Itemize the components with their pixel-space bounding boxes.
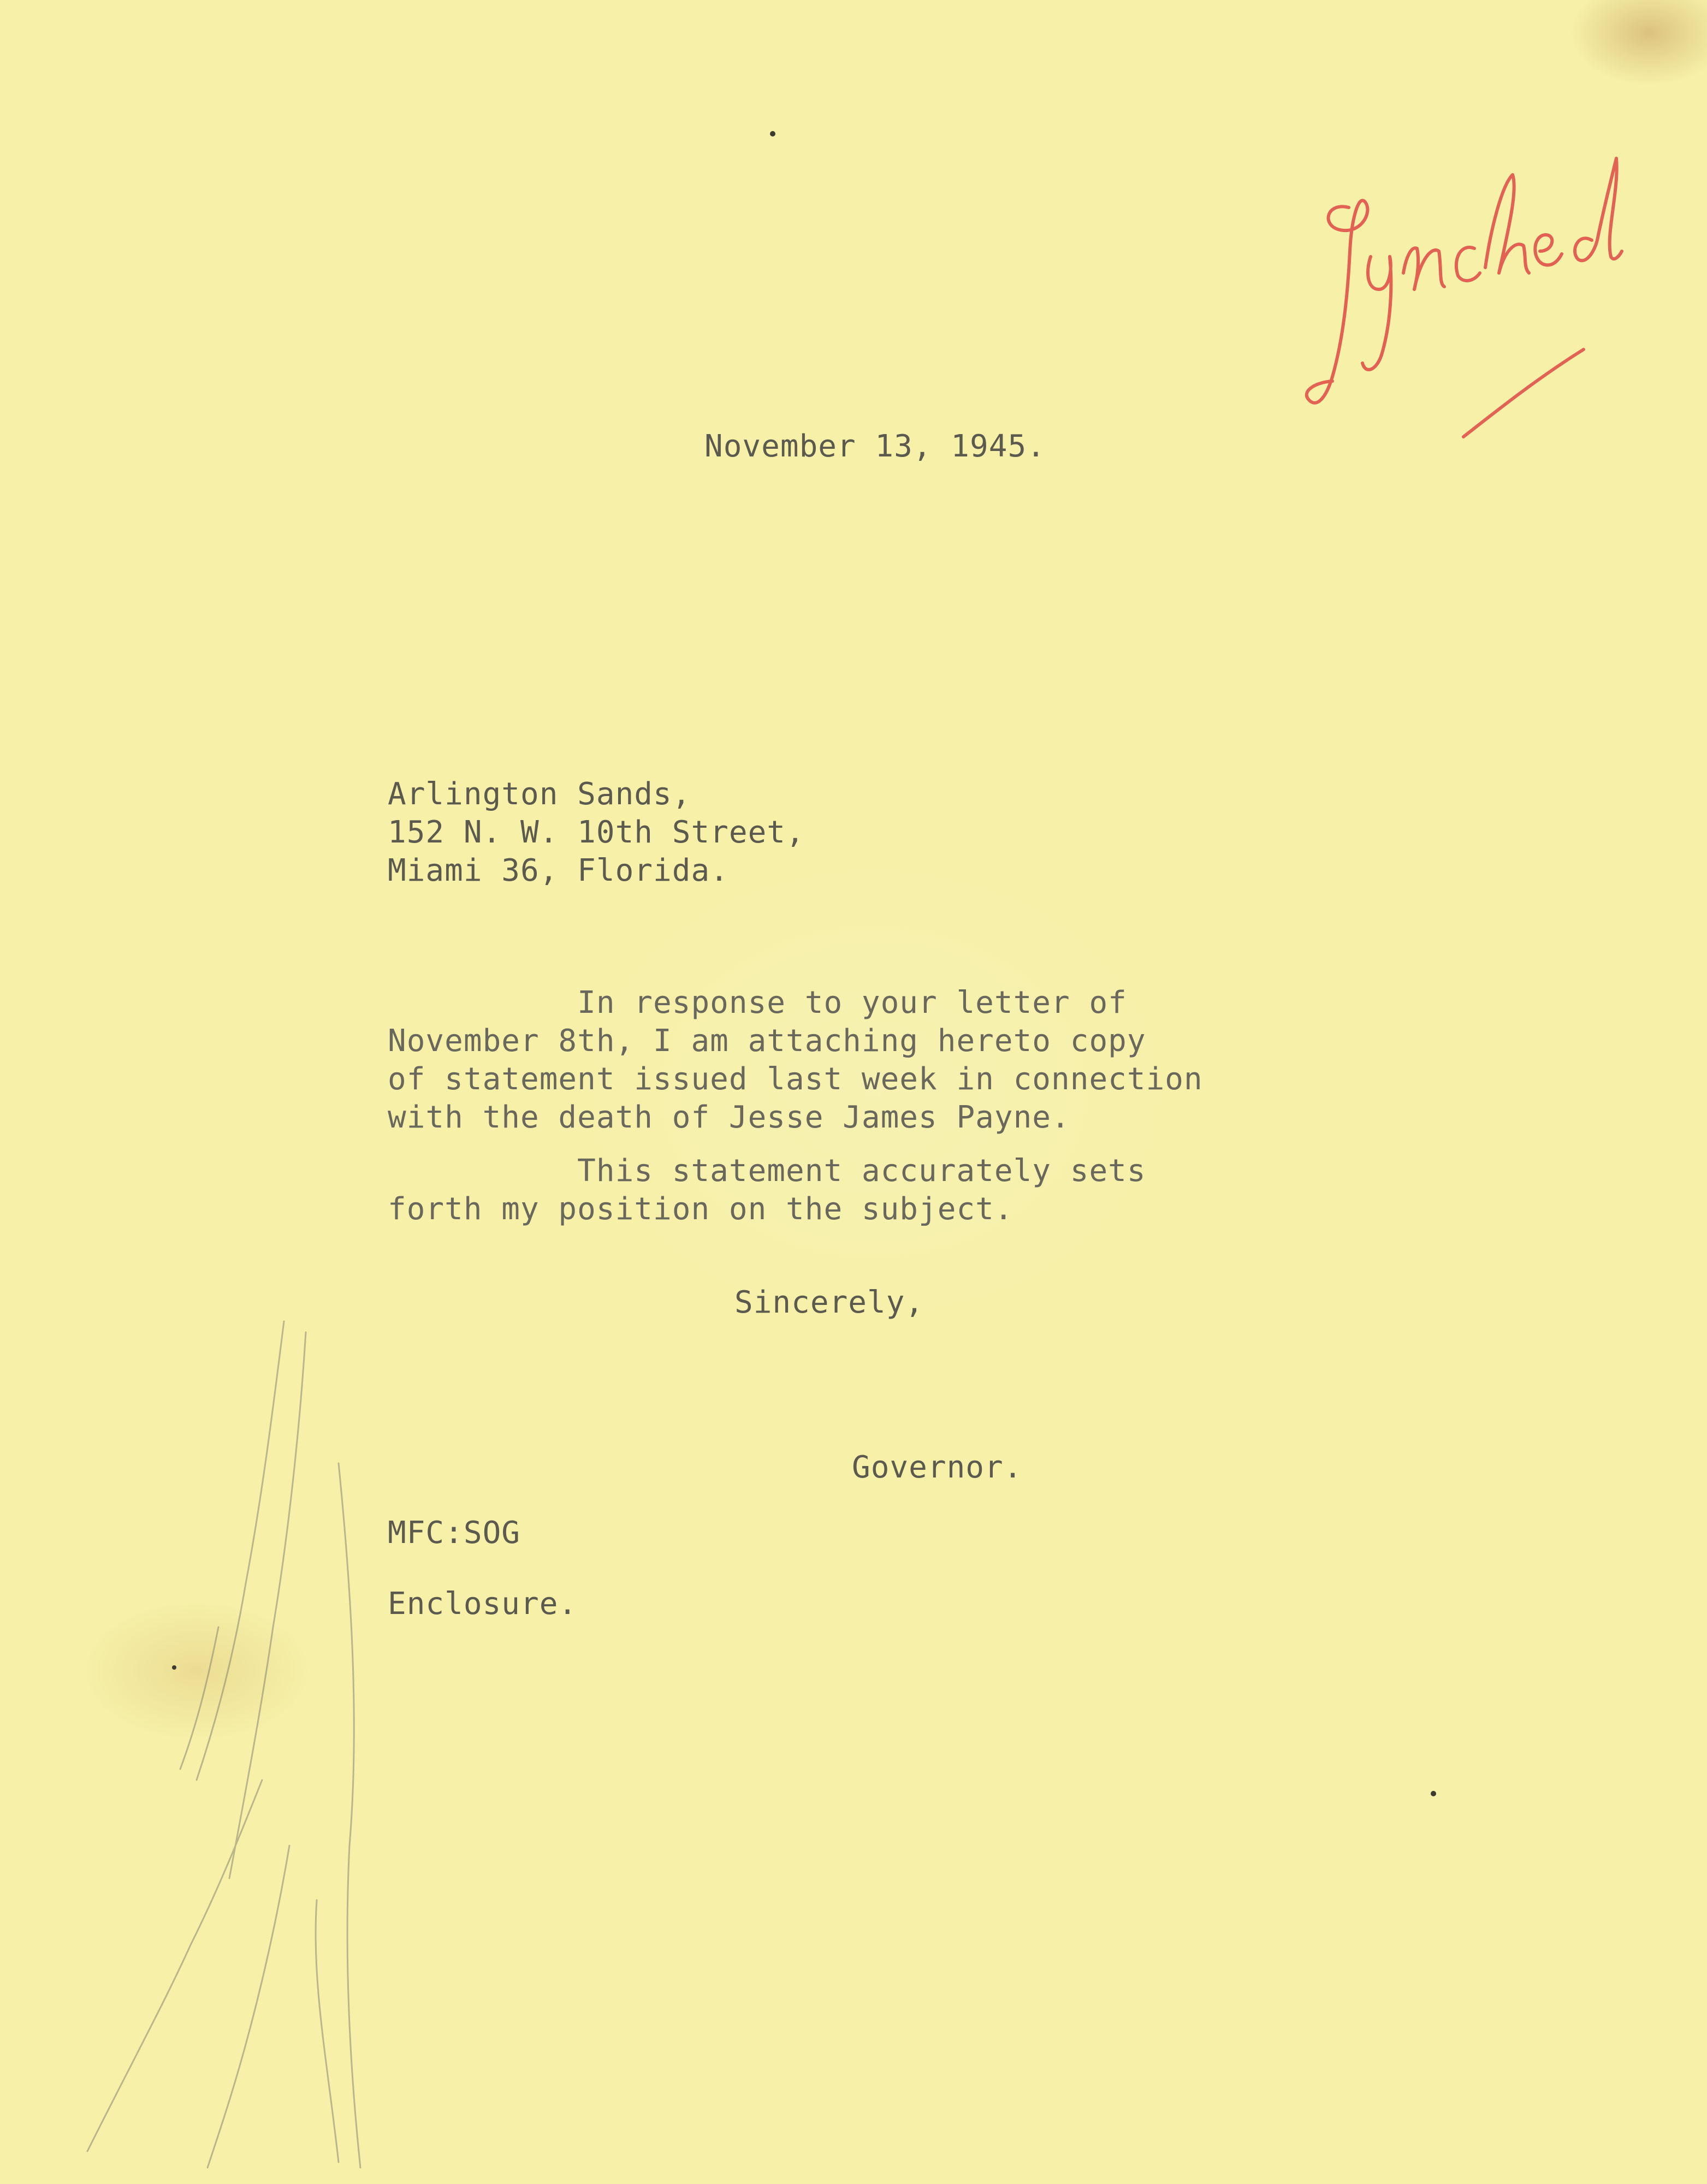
body-line: of statement issued last week in connection (388, 1061, 1203, 1097)
ink-speck (172, 1665, 176, 1670)
body-paragraph-2 (388, 1152, 1146, 1228)
letter-date: November 13, 1945. (704, 429, 1046, 464)
recipient-city: Miami 36, Florida. (388, 853, 729, 888)
recipient-street: 152 N. W. 10th Street, (388, 815, 805, 850)
closing: Sincerely, (734, 1285, 924, 1320)
body-line: with the death of Jesse James Payne. (388, 1100, 1070, 1135)
ink-speck (770, 131, 775, 136)
body-line: forth my position on the subject. (388, 1191, 1013, 1227)
pencil-marks-drawing (55, 1299, 448, 2173)
body-line: In response to your letter of (388, 985, 1127, 1020)
body-line: This statement accurately sets (388, 1153, 1146, 1189)
body-line: November 8th, I am attaching hereto copy (388, 1023, 1146, 1059)
handwritten-annotation-drawing (1256, 93, 1649, 448)
ink-speck (1431, 1791, 1436, 1796)
enclosure-note: Enclosure. (388, 1586, 578, 1622)
body-paragraph-1 (388, 984, 1203, 1137)
recipient-name: Arlington Sands, (388, 776, 691, 812)
reference-initials: MFC:SOG (388, 1515, 521, 1551)
signature-title: Governor. (852, 1450, 1023, 1485)
recipient-address (388, 775, 805, 890)
handwritten-annotation (1256, 93, 1649, 448)
pencil-marks (55, 1299, 448, 2173)
